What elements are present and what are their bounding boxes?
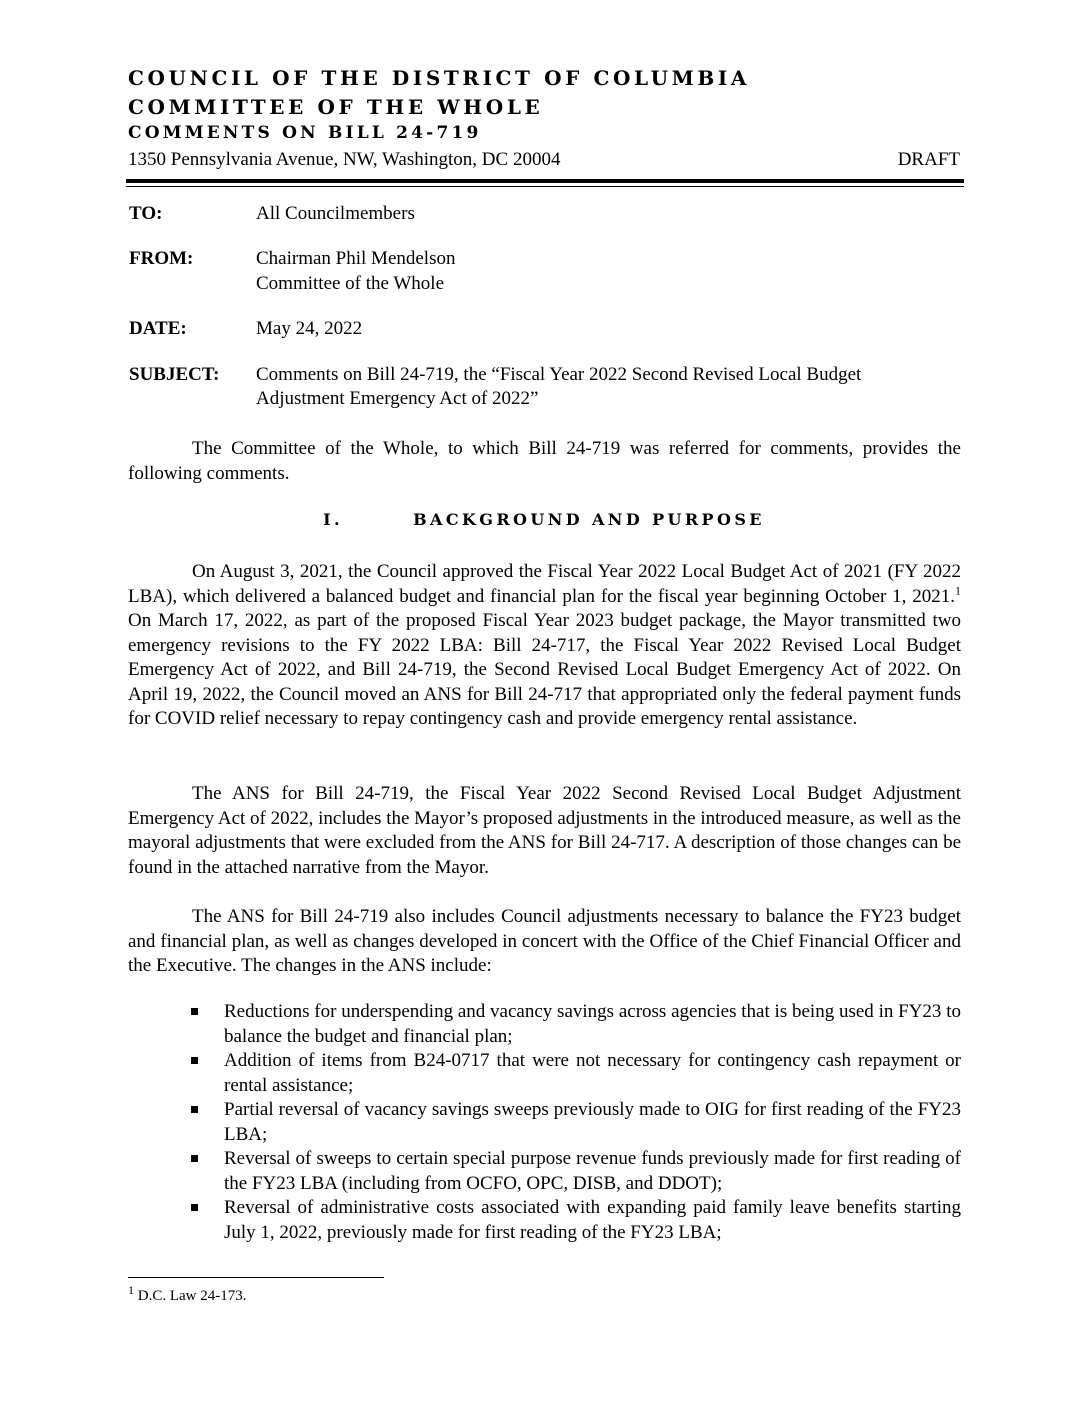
memo-date-value: May 24, 2022 (256, 318, 363, 339)
section-title: BACKGROUND AND PURPOSE (413, 510, 765, 529)
footnote (128, 1283, 247, 1305)
bullet-marker-icon (191, 1008, 198, 1015)
paragraph-1-text-a: On August 3, 2021, the Council approved the Fiscal Year 2022 Local Budget Act of 2021 (FY 2022 LBA), which delivered a balanced budget and financial plan for the fiscal year beginning October 1, 2021. (128, 561, 961, 607)
footnote-divider (128, 1277, 384, 1278)
list-item-text: Addition of items from B24-0717 that were not necessary for contingency cash repayment or rental assistance; (224, 1050, 961, 1096)
background-paragraph-3 (128, 905, 961, 979)
section-heading (0, 510, 1088, 529)
draft-label: DRAFT (897, 149, 960, 170)
memo-subject-label: SUBJECT: (129, 364, 220, 385)
header-committee-name: COMMITTEE OF THE WHOLE (128, 95, 544, 119)
list-item (191, 1049, 961, 1098)
paragraph-3-text: The ANS for Bill 24-719 also includes Council adjustments necessary to balance the FY23 budget and financial plan, as well as changes developed in concert with the Office of the Chief Financial Officer and the Executive. The changes in the ANS include: (128, 906, 961, 976)
changes-bullet-list (191, 1000, 961, 1245)
memo-to-value: All Councilmembers (256, 203, 415, 224)
bullet-marker-icon (191, 1057, 198, 1064)
header-address: 1350 Pennsylvania Avenue, NW, Washington, DC 20004 (128, 149, 561, 170)
memo-subject-value-line2: Adjustment Emergency Act of 2022” (256, 388, 539, 409)
list-item (191, 1098, 961, 1147)
footnote-reference[interactable]: 1 (955, 583, 961, 598)
background-paragraph-2 (128, 782, 961, 880)
paragraph-2-text: The ANS for Bill 24-719, the Fiscal Year 2022 Second Revised Local Budget Adjustment Emergency Act of 2022, includes the Mayor’s proposed adjustments in the introduced measure, as well as the mayoral adjustments that were excluded from the ANS for Bill 24-717. A description of those changes can be found in the attached narrative from the Mayor. (128, 783, 961, 878)
footnote-text: D.C. Law 24-173. (134, 1288, 247, 1304)
memo-subject-value-line1: Comments on Bill 24-719, the “Fiscal Year 2022 Second Revised Local Budget (256, 364, 862, 385)
memo-from-value-committee: Committee of the Whole (256, 273, 445, 294)
header-document-title: COMMENTS ON BILL 24-719 (128, 123, 482, 143)
list-item-text: Reversal of administrative costs associated with expanding paid family leave benefits starting July 1, 2022, previously made for first reading of the FY23 LBA; (224, 1197, 961, 1243)
memo-from-value-name: Chairman Phil Mendelson (256, 248, 456, 269)
section-number: I. (323, 510, 343, 529)
memo-date-label: DATE: (129, 318, 187, 339)
background-paragraph-1 (128, 560, 961, 732)
intro-paragraph (128, 437, 961, 486)
list-item (191, 1196, 961, 1245)
bullet-marker-icon (191, 1204, 198, 1211)
footnote-marker: 1 (128, 1283, 134, 1297)
intro-text: The Committee of the Whole, to which Bill 24-719 was referred for comments, provides the following comments. (128, 438, 961, 484)
bullet-marker-icon (191, 1155, 198, 1162)
list-item-text: Reductions for underspending and vacancy savings across agencies that is being used in FY23 to balance the budget and financial plan; (224, 1001, 961, 1047)
memo-to-label: TO: (129, 203, 163, 224)
header-council-name: COUNCIL OF THE DISTRICT OF COLUMBIA (128, 66, 750, 90)
bullet-marker-icon (191, 1106, 198, 1113)
list-item (191, 1147, 961, 1196)
list-item (191, 1000, 961, 1049)
header-divider-thin (126, 186, 964, 187)
paragraph-1-text-b: On March 17, 2022, as part of the proposed Fiscal Year 2023 budget package, the Mayor transmitted two emergency revisions to the FY 2022 LBA: Bill 24-717, the Fiscal Year 2022 Revised Local Budget Emergency Act of 2022, and Bill 24-719, the Second Revised Local Budget Emergency Act of 2022. On April 19, 2022, the Council moved an ANS for Bill 24-717 that appropriated only the federal payment funds for COVID relief necessary to repay contingency cash and provide emergency rental assistance. (128, 610, 961, 729)
list-item-text: Reversal of sweeps to certain special purpose revenue funds previously made for first reading of the FY23 LBA (including from OCFO, OPC, DISB, and DDOT); (224, 1148, 961, 1194)
memo-from-label: FROM: (129, 248, 194, 269)
list-item-text: Partial reversal of vacancy savings sweeps previously made to OIG for first reading of the FY23 LBA; (224, 1099, 961, 1145)
header-divider-thick (126, 179, 964, 183)
